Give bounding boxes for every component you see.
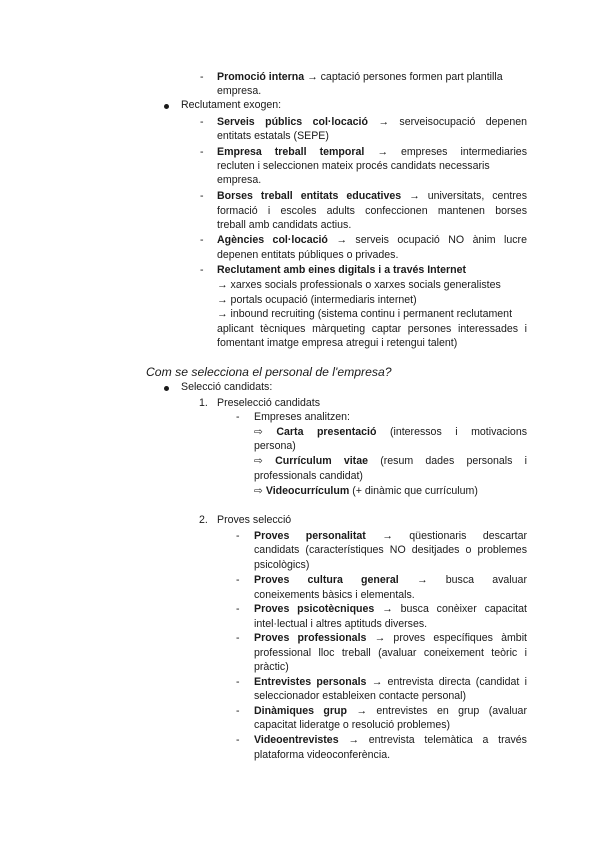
- arrow: →: [356, 705, 367, 717]
- arrow: →: [336, 234, 347, 246]
- proves-cont: coneixements bàsics i elementals.: [254, 589, 415, 601]
- term: Serveis públics col·locació: [217, 116, 368, 128]
- desc: (interessos i motivacions: [389, 426, 528, 438]
- desc: qüestionaris descartar: [409, 530, 527, 542]
- promocio-item: [217, 71, 503, 84]
- digital-line: fomentant imatge empresa atregui i retengui talent): [217, 337, 458, 349]
- term: Promoció interna: [217, 71, 305, 83]
- video-item: [254, 485, 478, 498]
- dash-marker: -: [236, 530, 240, 542]
- arrow: →: [409, 190, 420, 202]
- dash-marker: -: [236, 411, 240, 423]
- ett-cont: recluten i seleccionen mateix procés candidats necessaris: [217, 160, 490, 172]
- preseleccio-title: Preselecció candidats: [217, 397, 321, 409]
- proves-item-personalitat: [254, 530, 527, 543]
- proves-cont: professional lloc treball (avaluar coneixement teòric i: [254, 647, 527, 659]
- list-number: 1.: [199, 397, 208, 409]
- dash-marker: -: [236, 734, 240, 746]
- proves-item-entrevistes: [254, 676, 527, 689]
- arrow: →: [416, 574, 428, 586]
- proves-cont: pràctic): [254, 661, 289, 673]
- term: Agències col·locació: [217, 234, 328, 246]
- dash-marker: -: [200, 146, 204, 158]
- text: portals ocupació (intermediaris internet): [230, 294, 417, 306]
- exogen-title: Reclutament exogen:: [181, 99, 282, 111]
- seleccio-title: Selecció candidats:: [181, 381, 273, 393]
- arrow: →: [382, 530, 393, 542]
- serveis-cont: entitats estatals (SEPE): [217, 130, 329, 142]
- proves-cont: psicològics): [254, 559, 310, 571]
- dash-marker: -: [200, 234, 204, 246]
- term: Proves cultura general: [254, 574, 399, 586]
- dash-marker: -: [236, 632, 240, 644]
- serveis-item: [217, 116, 527, 129]
- term: Videoentrevistes: [254, 734, 339, 746]
- desc: empreses intermediaries: [400, 146, 527, 158]
- term: Entrevistes personals: [254, 676, 367, 688]
- arrow: →: [377, 146, 388, 158]
- analitzen: Empreses analitzen:: [254, 411, 350, 423]
- list-number: 2.: [199, 514, 208, 526]
- term: Proves psicotècniques: [254, 603, 375, 615]
- borses-cont: formació i escoles adults confeccionen mantenen borses: [217, 205, 527, 217]
- arrow: →: [307, 71, 318, 83]
- desc: serveis ocupació NO ànim lucre: [355, 234, 527, 246]
- desc: entrevistes en grup (avaluar: [376, 705, 527, 717]
- term: Carta presentació: [276, 426, 377, 438]
- agencies-cont: depenen entitats públiques o privades.: [217, 249, 399, 261]
- term: Videocurrículum: [265, 485, 350, 497]
- desc: captació persones formen part plantilla: [320, 71, 503, 83]
- promocio-cont: empresa.: [217, 85, 262, 97]
- arrow: →: [348, 734, 359, 746]
- agencies-item: [217, 234, 527, 247]
- hollow-arrow-icon: ⇨: [254, 485, 263, 497]
- desc: serveisocupació depenen: [399, 116, 528, 128]
- dash-marker: -: [236, 603, 240, 615]
- bullet-dot: [164, 104, 169, 109]
- term: Empresa treball temporal: [217, 146, 365, 158]
- proves-cont: capacitat lideratge o resolució problemes): [254, 719, 451, 731]
- dash-marker: -: [236, 676, 240, 688]
- dash-marker: -: [200, 116, 204, 128]
- ett-cont: empresa.: [217, 174, 262, 186]
- term: Dinàmiques grup: [254, 705, 347, 717]
- hollow-arrow-icon: ⇨: [254, 426, 263, 438]
- arrow: →: [382, 603, 393, 615]
- text: inbound recruiting (sistema continu i permanent reclutament: [230, 308, 513, 320]
- term: Proves personalitat: [254, 530, 366, 542]
- borses-cont: treball amb candidats actius.: [217, 219, 352, 231]
- section-heading: Com se selecciona el personal de l'empresa?: [146, 365, 392, 379]
- cv-cont: professionals candidat): [254, 470, 363, 482]
- digital-line: [217, 279, 501, 292]
- digital-line: [217, 294, 417, 307]
- arrow: →: [371, 676, 383, 688]
- term: Borses treball entitats educatives: [217, 190, 402, 202]
- proves-item-videoentrevistes: [254, 734, 527, 747]
- cv-item: [254, 455, 527, 468]
- arrow: →: [217, 308, 228, 320]
- proves-cont: seleccionador estableixen contacte personal): [254, 690, 467, 702]
- term: Currículum vitae: [275, 455, 368, 467]
- dash-marker: -: [236, 705, 240, 717]
- digital-line: aplicant tècniques màrqueting captar persones interessades i: [217, 323, 527, 335]
- arrow: →: [378, 116, 389, 128]
- digital-line: [217, 308, 512, 321]
- dash-marker: -: [200, 71, 204, 83]
- borses-item: [217, 190, 527, 203]
- proves-title: Proves selecció: [217, 514, 292, 526]
- dash-marker: -: [236, 574, 240, 586]
- desc: proves específiques àmbit: [393, 632, 527, 644]
- desc: universitats, centres: [427, 190, 527, 202]
- proves-item-dinamiques: [254, 705, 527, 718]
- hollow-arrow-icon: ⇨: [254, 455, 263, 467]
- proves-item-cultura: [254, 574, 527, 587]
- proves-cont: candidats (característiques NO desitjades o problemes: [254, 544, 527, 556]
- text: xarxes socials professionals o xarxes socials generalistes: [230, 279, 501, 291]
- desc: busca conèixer capacitat: [400, 603, 527, 615]
- dash-marker: -: [200, 190, 204, 202]
- desc: entrevista directa (candidat i: [387, 676, 527, 688]
- arrow: →: [217, 294, 228, 306]
- dash-marker: -: [200, 264, 204, 276]
- proves-cont: plataforma videoconferència.: [254, 749, 391, 761]
- desc: (+ dinàmic que currículum): [352, 485, 478, 497]
- desc: (resum dades personals i: [380, 455, 527, 467]
- ett-item: [217, 146, 527, 159]
- carta-cont: persona): [254, 440, 296, 452]
- arrow: →: [374, 632, 386, 644]
- desc: entrevista telemàtica a través: [368, 734, 527, 746]
- carta-item: [254, 426, 527, 439]
- proves-item-psicotecniques: [254, 603, 527, 616]
- arrow: →: [217, 279, 228, 291]
- bullet-dot: [164, 386, 169, 391]
- digital-term: Reclutament amb eines digitals i a través Internet: [217, 264, 467, 276]
- term: Proves professionals: [254, 632, 367, 644]
- proves-cont: intel·lectual i altres aptituds diverses.: [254, 618, 428, 630]
- desc: busca avaluar: [445, 574, 527, 586]
- proves-item-professionals: [254, 632, 527, 645]
